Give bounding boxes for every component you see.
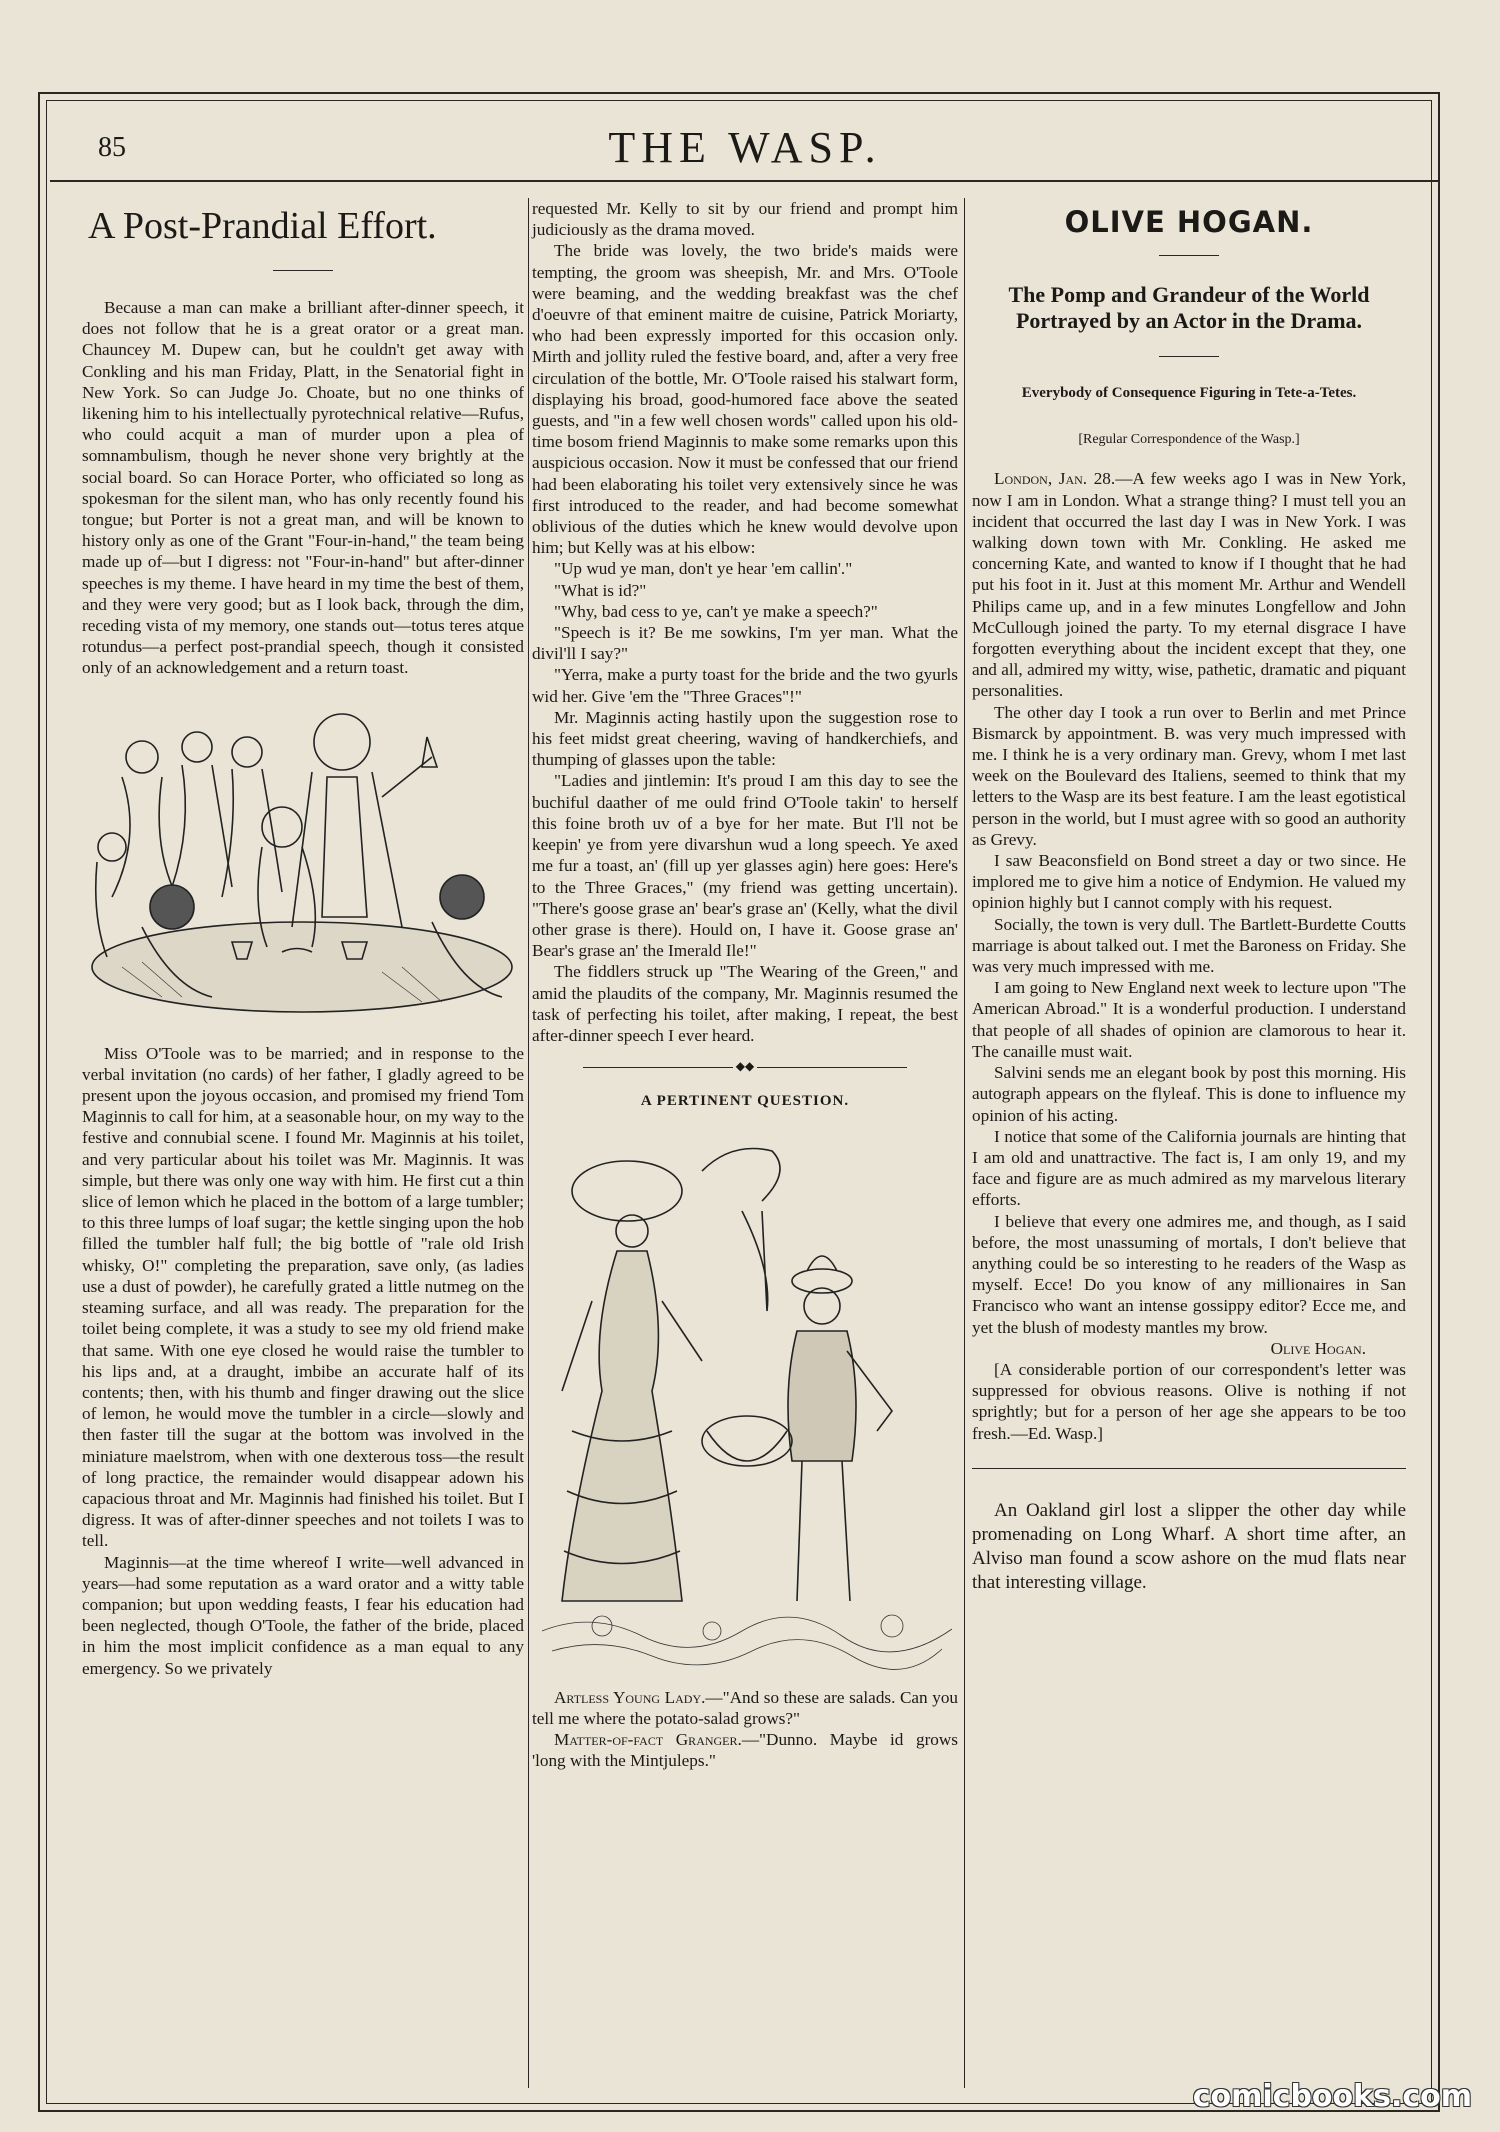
article-subtitle: The Pomp and Grandeur of the World Portrayed by an Actor in the Drama.	[1008, 282, 1370, 334]
watermark: comicbooks.com	[1192, 2079, 1472, 2114]
signature: Olive Hogan.	[1270, 1338, 1366, 1358]
column-2	[532, 198, 958, 1771]
article-subtitle-2: Everybody of Consequence Figuring in Tete-a-Tetes.	[1021, 385, 1357, 402]
editor-note: [A considerable portion of our correspondent's letter was suppressed for obvious reasons. Olive is nothing if not sprightly; but for a person of her age she appears to be too fresh.—Ed. Wasp.]	[972, 1359, 1406, 1443]
paragraph: Because a man can make a brilliant after-dinner speech, it does not follow that he is a great orator or a great man. Chauncey M. Dupew can, but he couldn't get away with Conkling and his man Friday, Platt, in the Senatorial fight in New York. So can Judge Jo. Choate, but no one thinks of likening him to his intellectually pyrotechnical relative—Rufus, who could acquit a man of murder upon a plea of somnambulism, though he never shone very brightly at the social board. So can Horace Porter, who officiated so long as spokesman for the silent man, who has only recently found his tongue; but Porter is not a great man, and will be known to history only as one of the Grant "Four-in-hand," the team being made up of—but I digress: not "Four-in-hand" but after-dinner speeches is my theme. I have heard in my time the best of them, and they were very good; but as I look back, through the dim, receding vista of my memory, one stands out—totus teres atque rotundus—a perfect post-prandial speech, though it consisted only of an acknowledgement and a return toast.	[82, 298, 524, 678]
paragraph: Maginnis—at the time whereof I write—well advanced in years—had some reputation as a ward orator and a witty table companion; but upon wedding feasts, I fear his education had been neglected, though O'Toole, the father of the bride, placed in him the most implicit confidence as a man equal to any emergency. So we privately	[82, 1552, 524, 1678]
article-title: OLIVE HOGAN.	[1064, 205, 1314, 239]
salad-cartoon-drawing	[532, 1131, 958, 1671]
news-item	[972, 1468, 1406, 1595]
speaker-text: —"And so these are salads. Can you tell me where the potato-salad grows?"	[532, 1687, 959, 1728]
paragraph: Salvini sends me an elegant book by post this morning. His autograph appears on the flyleaf. This is done to influence my opinion of his acting.	[972, 1063, 1406, 1125]
paragraph: I am going to New England next week to lecture upon "The American Abroad." It is a wonderful production. I understand that people of all shades of opinion are clamorous to hear it. The canaille must wait.	[972, 978, 1406, 1061]
masthead	[50, 118, 1440, 182]
wedding-feast-drawing	[82, 697, 524, 1027]
paragraph: "Why, bad cess to ye, can't ye make a speech?"	[554, 601, 878, 621]
paragraph: I saw Beaconsfield on Bond street a day or two since. He implored me to give him a notice of Endymion. He valued my opinion highly but I cannot comply with his request.	[972, 851, 1406, 913]
column-1	[82, 198, 524, 1679]
section-divider: ◆◆	[532, 1056, 958, 1077]
title-rule	[273, 270, 333, 271]
speaker-text: —"Dunno. Maybe id grows 'long with the Mintjuleps."	[532, 1729, 958, 1771]
correspondence-credit: [Regular Correspondence of the Wasp.]	[1078, 432, 1300, 448]
title-rule	[1159, 255, 1219, 256]
page-number: 85	[98, 132, 126, 163]
paragraph-text: —A few weeks ago I was in New York, now I am in London. What a strange thing? I must tell you an incident that occurred the last day I was in New York. I was walking down town with Mr. Conkling. He asked me concerning Kate, and wanted to know if I thought that he had put his foot in it. Just at this moment Mr. Arthur and Wendell Philips came up, and in a few minutes Longfellow and John McCullough joined the party. To my eternal disgrace I have forgotten everything about the incident except that they, one and all, admired my witty, wise, pathetic, dramatic and piquant personalities.	[972, 469, 1406, 701]
caption-line-2	[532, 1729, 958, 1771]
subtitle-rule	[1159, 356, 1219, 357]
paragraph: "Up wud ye man, don't ye hear 'em callin'."	[554, 559, 853, 579]
paragraph: I believe that every one admires me, and though, as I said before, the most unassuming of mortals, I don't believe that anything could be so interesting to he readers of the Wasp as myself. Ecce! Do you know of any millionaires in San Francisco who want an intense gossippy editor? Ecce me, and yet the blush of modesty mantles my brow.	[972, 1211, 1406, 1337]
paragraph: An Oakland girl lost a slipper the other day while promenading on Long Wharf. A short time after, an Alviso man found a scow ashore on the mud flats near that interesting village.	[972, 1499, 1406, 1593]
salad-cartoon-illustration	[532, 1131, 958, 1671]
cartoon-title: A PERTINENT QUESTION.	[640, 1093, 850, 1110]
paper-title: THE WASP.	[608, 123, 882, 172]
paragraph: "What is id?"	[554, 580, 647, 600]
column-rule-1	[528, 198, 529, 2088]
column-3	[972, 198, 1406, 1595]
paragraph: "Yerra, make a purty toast for the bride and the two gyurls wid her. Give 'em the "Three Graces"!"	[532, 665, 958, 706]
paragraph: The fiddlers struck up "The Wearing of the Green," and amid the plaudits of the company, Mr. Maginnis resumed the task of perfecting his toilet, after making, I repeat, the best after-dinner speech I ever heard.	[532, 962, 958, 1045]
paragraph	[972, 468, 1406, 701]
article-title: A Post-Prandial Effort.	[88, 205, 437, 247]
paragraph: I notice that some of the California journals are hinting that I am old and unattractive. The fact is, I am only 19, and my face and figure are as much admired as my marvelous literary efforts.	[972, 1126, 1406, 1210]
paragraph: requested Mr. Kelly to sit by our friend and prompt him judiciously as the drama moved.	[532, 199, 958, 240]
caption-line-1	[532, 1687, 958, 1729]
paragraph: Socially, the town is very dull. The Bartlett-Burdette Coutts marriage is about talked out. I met the Baroness on Friday. She was very much impressed with me.	[972, 914, 1406, 977]
paragraph: The other day I took a run over to Berlin and met Prince Bismarck by appointment. B. was very much impressed with me. I think he is a very ordinary man. Grevy, whom I met last week on the Boulevard des Italiens, seemed to think that my letters to the Wasp are its best feature. I am the least egotistical person in the world, but I must agree with so good an authority as Grevy.	[972, 702, 1406, 849]
cartoon-caption	[532, 1687, 958, 1772]
paragraph: The bride was lovely, the two bride's maids were tempting, the groom was sheepish, Mr. and Mrs. O'Toole were beaming, and the wedding breakfast was the chef d'oeuvre of that eminent maitre de cuisine, Patrick Moriarty, who had been expressly imported for this occasion only. Mirth and jollity ruled the festive board, and, after a very free circulation of the bottle, Mr. O'Toole raised his stalwart form, displaying his broad, good-humored face above the seated guests, and "in a few well chosen words" called upon his old-time bosom friend Maginnis to make some remarks upon this auspicious occasion. Now it must be confessed that our friend had been elaborating his toilet very extensively since he was first introduced to the reader, and had become somewhat oblivious of the duties which he knew would devolve upon him; but Kelly was at his elbow:	[532, 241, 958, 558]
paragraph: "Ladies and jintlemin: It's proud I am this day to see the buchiful daather of me ould frind O'Toole takin' to herself this foine broth uv of a bye for her mate. But I'll not be keepin' ye from yere divarshun wud a long speech. Ye axed me fur a toast, an' (fill up yer glasses agin) here goes: Here's to the Three Graces," (my friend was getting uncertain). "There's goose grase an' bear's grase an' (Kelly, what the divil other grase is there). Hould on, I have it. Goose grase an' Bear's grase an' the Imerald Ile!"	[532, 771, 958, 961]
paragraph: "Speech is it? Be me sowkins, I'm yer man. What the divil'll I say?"	[532, 623, 958, 664]
paragraph: Mr. Maginnis acting hastily upon the suggestion rose to his feet midst great cheering, waving of handkerchiefs, and thumping of glasses upon the table:	[532, 707, 958, 770]
paragraph: Miss O'Toole was to be married; and in response to the verbal invitation (no cards) of her father, I gladly agreed to be present upon the joyous occasion, and promised my friend Tom Maginnis to call for him, at a seasonable hour, on my way to the festive and connubial scene. I found Mr. Maginnis at his toilet, and very particular about his toilet was Mr. Maginnis. It was simple, but there was only one way with him. He first cut a thin slice of lemon which he placed in the bottom of a large tumbler; to this three lumps of loaf sugar; the kettle singing upon the hob filled the tumbler half full; the big bottle of "rale old Irish whisky, O!" completing the preparation, save only, (as ladies use a dust of powder), he carefully grated a little nutmeg on the steaming surface, and all was ready. The preparation for the toilet being complete, it was a study to see my old friend make that same. With one eye closed he would raise the tumbler to his lips and, at a draught, imbibe an accurate half of its contents; then, with his thumb and finger drawing out the slice of lemon, he would move the tumbler in a circle—slowly and then faster till the sugar at the bottom was involved in the miniature maelstrom, when with one dexterous toss—the result of long practice, the remainder would disappear adown his capacious throat and Mr. Maginnis had finished his toilet. But I digress. It was of after-dinner speeches and not toilets I was to tell.	[82, 1043, 524, 1551]
dateline: London, Jan. 28.	[994, 469, 1116, 489]
speaker-name: Artless Young Lady.	[554, 1687, 706, 1707]
wedding-feast-illustration	[82, 697, 524, 1027]
column-rule-2	[964, 198, 965, 2088]
speaker-name: Matter-of-fact Granger.	[554, 1729, 742, 1749]
